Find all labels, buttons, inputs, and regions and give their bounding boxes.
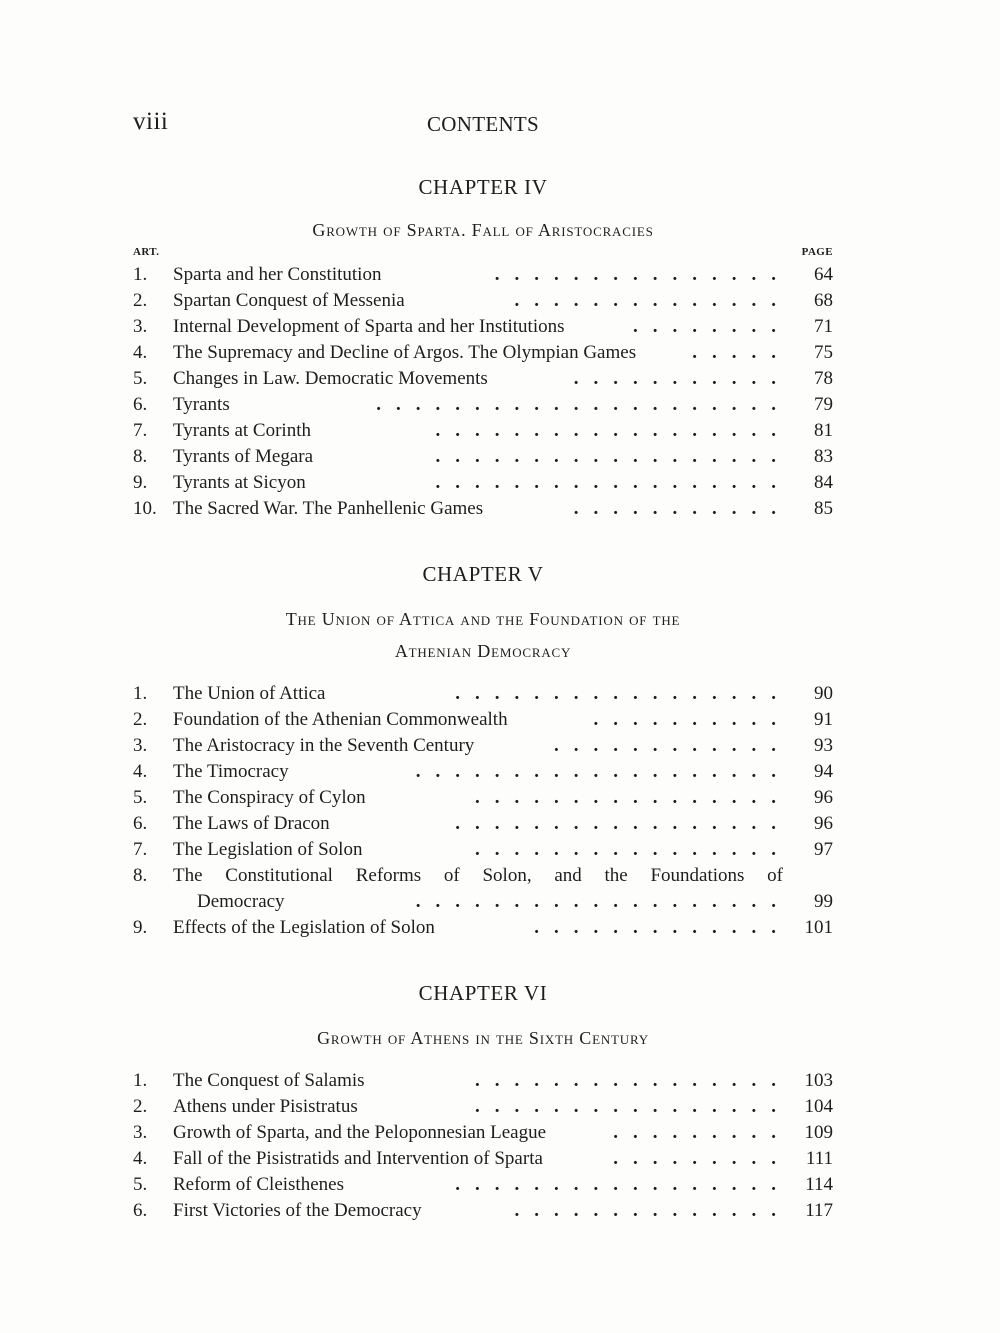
entry-page: 91 [814, 709, 833, 730]
entry-title: The Aristocracy in the Seventh Century [173, 735, 475, 756]
entry-page: 109 [804, 1122, 833, 1143]
entry-page: 83 [814, 446, 833, 467]
entry-number: 10. [133, 498, 157, 519]
entry-page: 114 [805, 1174, 833, 1195]
chapter-subtitle: The Union of Attica and the Foundation of the [285, 609, 681, 629]
entry-title: The Conspiracy of Cylon [173, 787, 366, 808]
entry-number: 2. [133, 709, 148, 730]
entry-number: 2. [133, 290, 148, 311]
running-title: CONTENTS [426, 112, 540, 136]
entry-page: 64 [814, 264, 833, 285]
chapter-subtitle: Growth of Athens in the Sixth Century [317, 1028, 649, 1048]
toc-entry [133, 1094, 833, 1120]
toc-entry [133, 811, 833, 837]
entry-page: 96 [814, 787, 833, 808]
toc-entry [133, 470, 833, 496]
toc-entry [133, 733, 833, 759]
leader-dots: ................ [475, 787, 791, 808]
entry-title: Internal Development of Sparta and her Institutions [173, 316, 565, 337]
entry-page: 97 [814, 839, 833, 860]
leader-dots: ........... [573, 498, 791, 519]
toc-entry [133, 759, 833, 785]
entry-title: Athens under Pisistratus [173, 1096, 358, 1117]
entry-title: The Legislation of Solon [173, 839, 363, 860]
entry-title: Reform of Cleisthenes [173, 1174, 344, 1195]
chapter-title: CHAPTER IV [418, 175, 548, 199]
toc-entry [133, 444, 833, 470]
toc-entry [133, 1198, 833, 1224]
entry-number: 1. [133, 1070, 148, 1091]
entry-title: Growth of Sparta, and the Peloponnesian League [173, 1122, 547, 1143]
entry-number: 2. [133, 1096, 148, 1117]
entry-number: 7. [133, 420, 148, 441]
leader-dots: .......... [593, 709, 791, 730]
entry-title: Tyrants of Megara [173, 446, 314, 467]
entry-page: 81 [814, 420, 833, 441]
entry-page: 79 [814, 394, 833, 415]
chapter-v [133, 562, 833, 941]
leader-dots: ................ [475, 1070, 791, 1091]
entry-title: Sparta and her Constitution [173, 264, 382, 285]
entry-number: 3. [133, 1122, 148, 1143]
entry-page: 75 [814, 342, 833, 363]
leader-dots: .................. [435, 446, 791, 467]
toc-entry [133, 366, 833, 392]
entry-page: 93 [814, 735, 833, 756]
leader-dots: .............. [514, 1200, 791, 1221]
entry-page: 71 [814, 316, 833, 337]
entry-list [133, 262, 833, 522]
entry-title: The Sacred War. The Panhellenic Games [173, 498, 484, 519]
leader-dots: .................. [435, 472, 791, 493]
contents-page [133, 0, 833, 1333]
entry-title: Tyrants [173, 394, 230, 415]
chapter-subtitle: Growth of Sparta. Fall of Aristocracies [312, 220, 654, 240]
leader-dots: .................. [435, 420, 791, 441]
entry-number: 8. [133, 865, 148, 886]
toc-entry [133, 262, 833, 288]
entry-list [133, 681, 833, 941]
entry-number: 5. [133, 787, 148, 808]
toc-entry [133, 785, 833, 811]
entry-title: The Constitutional Reforms of Solon, and the Foundations of [173, 865, 783, 886]
entry-number: 3. [133, 735, 148, 756]
leader-dots: ..... [692, 342, 791, 363]
entry-number: 6. [133, 394, 148, 415]
toc-entry [133, 837, 833, 863]
toc-entry [133, 288, 833, 314]
leader-dots: ........ [633, 316, 791, 337]
leader-dots: ............... [494, 264, 791, 285]
art-column-heading: ART. [133, 246, 160, 258]
leader-dots: ................... [415, 891, 791, 912]
entry-number: 3. [133, 316, 148, 337]
entry-number: 1. [133, 683, 148, 704]
entry-title: The Conquest of Salamis [173, 1070, 365, 1091]
entry-page: 78 [814, 368, 833, 389]
entry-title: Spartan Conquest of Messenia [173, 290, 405, 311]
entry-title: Changes in Law. Democratic Movements [173, 368, 488, 389]
column-headings [133, 246, 833, 262]
page-number: viii [133, 108, 169, 135]
entry-page: 96 [814, 813, 833, 834]
chapter-iv [133, 175, 833, 522]
entry-number: 9. [133, 917, 148, 938]
entry-title: Tyrants at Corinth [173, 420, 311, 441]
toc-entry [133, 314, 833, 340]
entry-number: 7. [133, 839, 148, 860]
entry-number: 8. [133, 446, 148, 467]
entry-title: The Union of Attica [173, 683, 326, 704]
leader-dots: ..................... [376, 394, 791, 415]
toc-entry [133, 915, 833, 941]
chapter-title: CHAPTER V [422, 562, 544, 586]
leader-dots: ................... [415, 761, 791, 782]
leader-dots: .............. [514, 290, 791, 311]
entry-number: 6. [133, 1200, 148, 1221]
toc-entry [133, 1120, 833, 1146]
leader-dots: ................. [455, 1174, 791, 1195]
toc-entry [133, 496, 833, 522]
toc-entry [133, 392, 833, 418]
entry-number: 1. [133, 264, 148, 285]
leader-dots: ............ [554, 735, 791, 756]
entry-number: 4. [133, 761, 148, 782]
toc-entry [133, 863, 833, 915]
leader-dots: ................. [455, 683, 791, 704]
toc-entry [133, 418, 833, 444]
entry-page: 84 [814, 472, 833, 493]
toc-entry [133, 1146, 833, 1172]
entry-page: 117 [805, 1200, 833, 1221]
entry-page: 68 [814, 290, 833, 311]
entry-title: Tyrants at Sicyon [173, 472, 306, 493]
entry-title: The Timocracy [173, 761, 289, 782]
toc-entry [133, 707, 833, 733]
leader-dots: ......... [613, 1148, 791, 1169]
entry-title-continued: Democracy [197, 891, 285, 912]
entry-title: Foundation of the Athenian Commonwealth [173, 709, 508, 730]
chapter-vi [133, 981, 833, 1224]
entry-title: The Laws of Dracon [173, 813, 330, 834]
leader-dots: ................. [455, 813, 791, 834]
leader-dots: ............. [534, 917, 791, 938]
entry-number: 5. [133, 368, 148, 389]
entry-title: The Supremacy and Decline of Argos. The Olympian Games [173, 342, 637, 363]
entry-page: 94 [814, 761, 833, 782]
page-column-heading: PAGE [801, 246, 833, 258]
toc-entry [133, 1068, 833, 1094]
toc-entry [133, 340, 833, 366]
entry-page: 111 [805, 1148, 833, 1169]
entry-title: Fall of the Pisistratids and Intervention of Sparta [173, 1148, 543, 1169]
entry-number: 9. [133, 472, 148, 493]
chapter-subtitle-line-2: Athenian Democracy [394, 641, 572, 661]
entry-page: 104 [804, 1096, 833, 1117]
entry-title: Effects of the Legislation of Solon [173, 917, 435, 938]
toc-entry [133, 681, 833, 707]
entry-page: 90 [814, 683, 833, 704]
entry-number: 4. [133, 342, 148, 363]
entry-number: 5. [133, 1174, 148, 1195]
entry-number: 4. [133, 1148, 148, 1169]
entry-page: 99 [814, 891, 833, 912]
leader-dots: ......... [613, 1122, 791, 1143]
toc-entry [133, 1172, 833, 1198]
entry-title: First Victories of the Democracy [173, 1200, 422, 1221]
entry-page: 101 [804, 917, 833, 938]
entry-page: 103 [804, 1070, 833, 1091]
chapter-title: CHAPTER VI [418, 981, 548, 1005]
leader-dots: ........... [573, 368, 791, 389]
leader-dots: ................ [475, 1096, 791, 1117]
entry-list [133, 1068, 833, 1224]
leader-dots: ................ [475, 839, 791, 860]
entry-page: 85 [814, 498, 833, 519]
entry-number: 6. [133, 813, 148, 834]
